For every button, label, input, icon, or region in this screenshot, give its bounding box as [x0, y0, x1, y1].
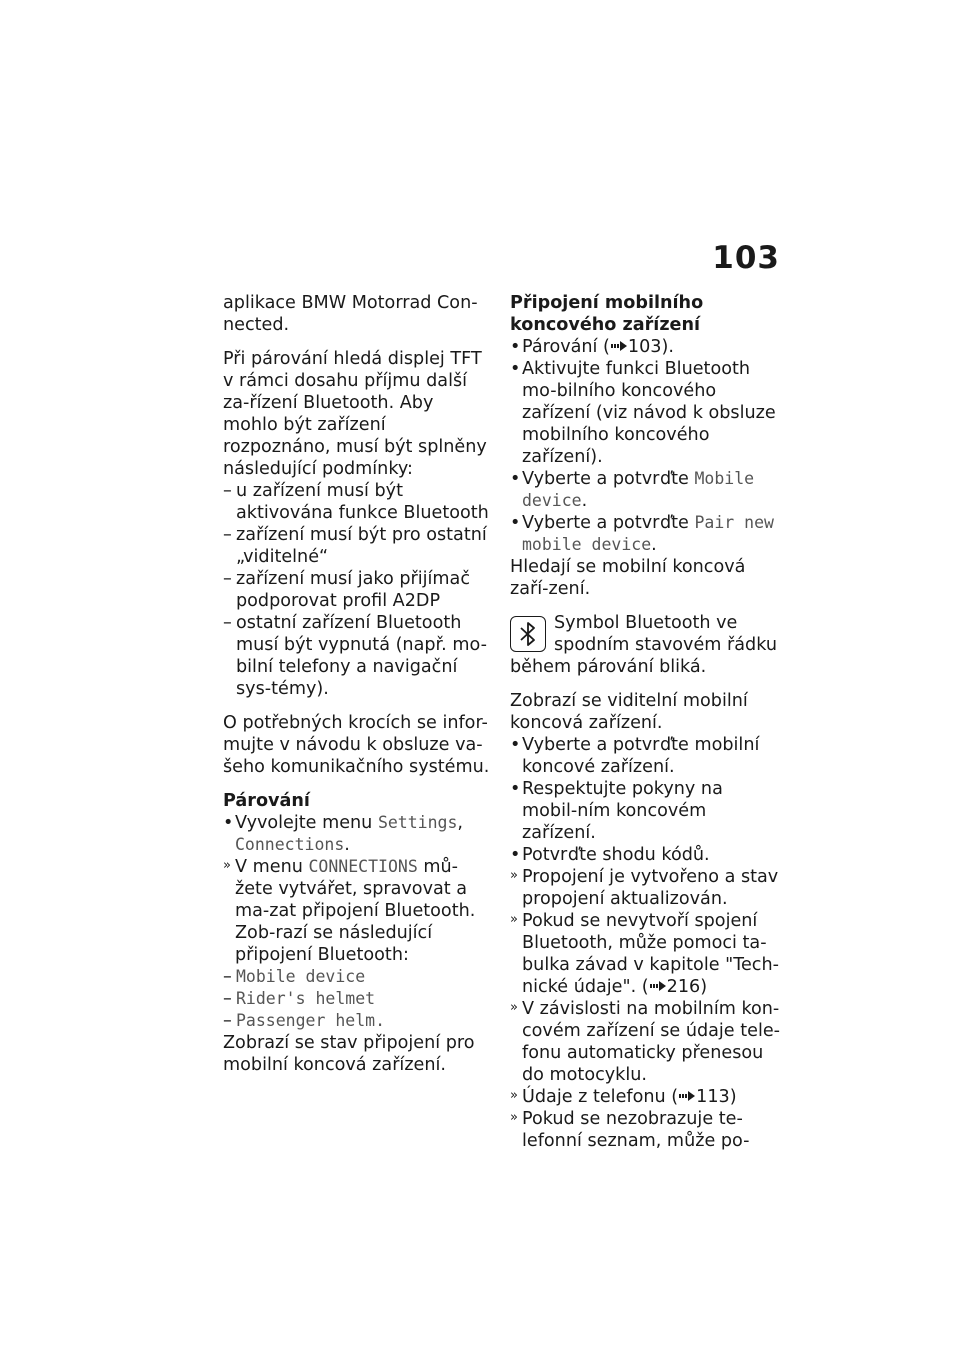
page-number: 103 — [712, 240, 780, 276]
step-item: • Vyberte a potvrďte mobilní koncové zařízení. — [510, 735, 760, 777]
step-item: • Párování ( 103). — [510, 337, 674, 357]
paragraph: Při párování hledá displej TFT v rámci dosahu příjmu další za-řízení Bluetooth. Aby mohlo být zařízení rozpoznáno, musí být splněny následující podmínky: — [223, 349, 487, 479]
paragraph: Hledají se mobilní koncová zaří-zení. — [510, 557, 746, 599]
left-column — [223, 292, 491, 1076]
step-item: • Potvrďte shodu kódů. — [510, 845, 710, 865]
section-heading: Párování — [223, 791, 310, 811]
result-item: » Propojení je vytvořeno a stav propojení aktualizován. — [510, 867, 779, 909]
bluetooth-note — [510, 612, 780, 678]
step-item: • Respektujte pokyny na mobil-ním koncovém zařízení. — [510, 779, 723, 843]
paragraph: O potřebných krocích se infor-mujte v návodu k obsluze va-šeho komunikačního systému. — [223, 713, 490, 777]
result-item: » Pokud se nevytvoří spojení Bluetooth, může pomoci ta-bulka závad v kapitole "Tech-nické údaje". ( 216) — [510, 911, 779, 997]
list-item: – zařízení musí být pro ostatní „viditelné“ — [223, 525, 487, 567]
list-item: – zařízení musí jako přijímač podporovat profil A2DP — [223, 569, 471, 611]
result-item: » V závislosti na mobilním kon-covém zařízení se údaje tele-fonu automaticky přenesou do motocyklu. — [510, 999, 781, 1085]
connection-item: – Rider's helmet — [223, 989, 376, 1009]
step-item: • Vyberte a potvrďte Mobile device. — [510, 469, 755, 511]
bluetooth-note-text: Symbol Bluetooth ve spodním stavovém řádku během párování bliká. — [510, 613, 778, 677]
conditions-list — [223, 480, 491, 700]
page-reference-arrow-icon — [678, 1089, 696, 1103]
list-item: – ostatní zařízení Bluetooth musí být vypnutá (např. mo-bilní telefony a navigační sys-témy). — [223, 613, 487, 699]
step-item: • Vyberte a potvrďte Pair new mobile device. — [510, 513, 774, 555]
result-item: » Pokud se nezobrazuje te-lefonní seznam, může po- — [510, 1109, 750, 1151]
paragraph: Zobrazí se viditelní mobilní koncová zařízení. — [510, 691, 748, 733]
section-heading: Připojení mobilního koncového zařízení — [510, 293, 704, 335]
connection-item: – Passenger helm. — [223, 1011, 386, 1031]
step-item: • Vyvolejte menu Settings, Connections. — [223, 813, 464, 855]
connection-item: – Mobile device — [223, 967, 366, 987]
page-reference-arrow-icon — [649, 979, 667, 993]
paragraph: aplikace BMW Motorrad Con-nected. — [223, 293, 478, 335]
right-column — [510, 292, 780, 1152]
list-item: – u zařízení musí být aktivována funkce Bluetooth — [223, 481, 489, 523]
step-item: • Aktivujte funkci Bluetooth mo-bilního koncového zařízení (viz návod k obsluze mobilního koncového zařízení). — [510, 359, 776, 467]
result-item: » V menu CONNECTIONS mů-žete vytvářet, spravovat a ma-zat připojení Bluetooth. Zob-razí se následující připojení Bluetooth: — [223, 857, 476, 965]
result-item: » Údaje z telefonu ( 113) — [510, 1087, 737, 1107]
bluetooth-icon — [510, 616, 546, 652]
paragraph: Zobrazí se stav připojení pro mobilní koncová zařízení. — [223, 1033, 475, 1075]
page-reference-arrow-icon — [610, 339, 628, 353]
